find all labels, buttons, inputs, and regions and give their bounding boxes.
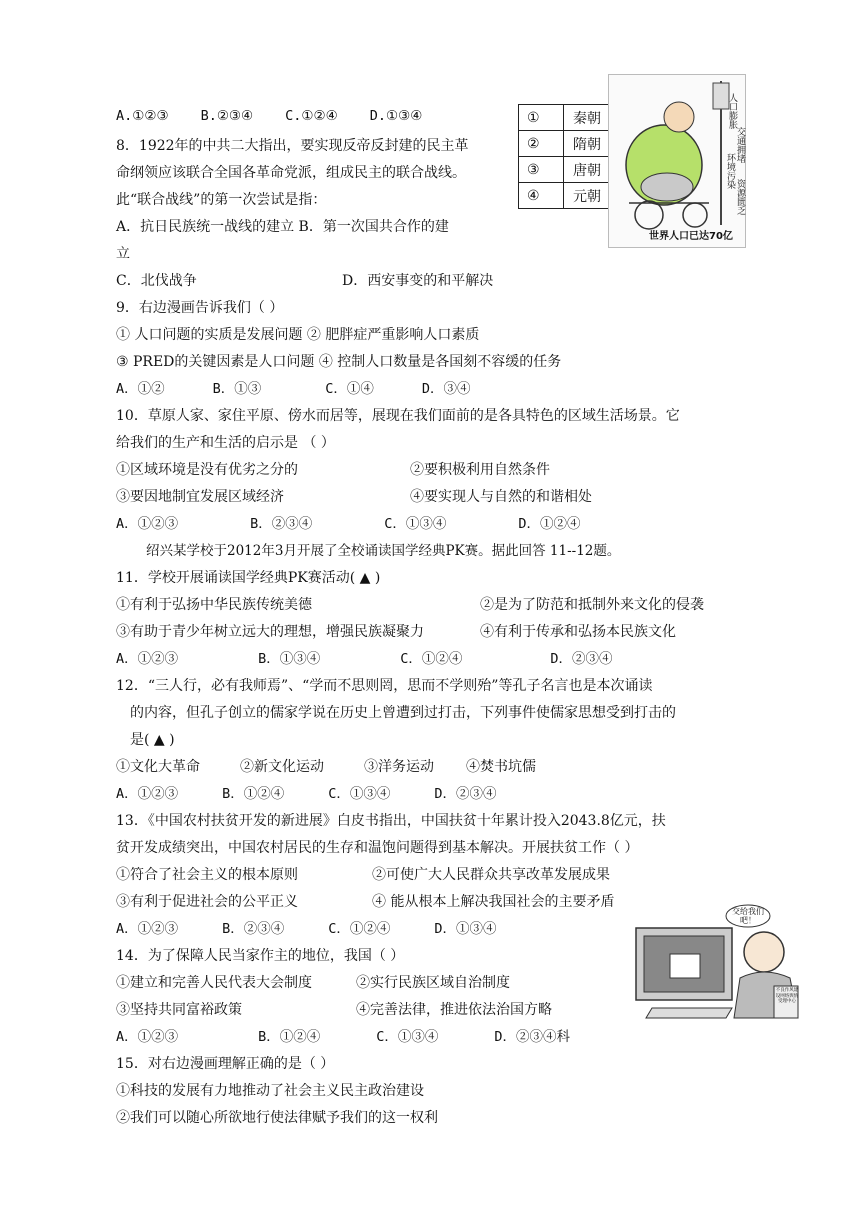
q9-option-a[interactable]: A．①② — [116, 381, 165, 397]
q12-statement: ③洋务运动 — [364, 759, 434, 775]
q11-option-c[interactable]: C．①②④ — [400, 651, 463, 667]
table-cell: 秦朝 — [564, 105, 611, 131]
online-report-cartoon — [630, 904, 804, 1022]
cartoon-label: 资源匮乏 — [735, 179, 745, 215]
q12-statement: ④焚书坑儒 — [466, 759, 536, 775]
q13-option-c[interactable]: C．①②④ — [328, 921, 391, 937]
q12-option-a[interactable]: A．①②③ — [116, 786, 179, 802]
q11-stem: 11．学校开展诵读国学经典PK赛活动( ▲ ) — [116, 570, 381, 586]
q10-stem-line: 给我们的生产和生活的启示是 （ ） — [116, 435, 335, 451]
q12-statement: ①文化大革命 — [116, 759, 200, 775]
q10-option-d[interactable]: D．①②④ — [518, 516, 581, 532]
q13-statement: ③有利于促进社会的公平正义 — [116, 894, 298, 910]
q11-options — [116, 649, 613, 669]
q7-option-a[interactable]: A.①②③ — [116, 108, 169, 124]
q8-option-c[interactable]: C．北伐战争 — [116, 273, 197, 289]
q14-option-c[interactable]: C．①③④ — [376, 1029, 439, 1045]
speech-bubble: 交给我们吧！ — [732, 907, 764, 925]
cartoon-caption: 世界人口已达70亿 — [649, 231, 733, 242]
q13-statement: ④ 能从根本上解决我国社会的主要矛盾 — [372, 894, 615, 910]
q12-stem-line: 的内容，但孔子创立的儒家学说在历史上曾遭到过打击，下列事件使儒家思想受到打击的 — [130, 705, 676, 721]
q12-stem-line: 12．“三人行，必有我师焉”、“学而不思则罔，思而不学则殆”等孔子名言也是本次诵读 — [116, 678, 653, 694]
table-row — [519, 157, 611, 183]
q10-option-a[interactable]: A．①②③ — [116, 516, 179, 532]
table-cell: 隋朝 — [564, 131, 611, 157]
q11-option-a[interactable]: A．①②③ — [116, 651, 179, 667]
q11-statement: ①有利于弘扬中华民族传统美德 — [116, 597, 312, 613]
q9-option-d[interactable]: D．③④ — [421, 381, 471, 397]
q10-statement: ③要因地制宜发展区域经济 — [116, 489, 284, 505]
q10-statement: ②要积极利用自然条件 — [410, 462, 550, 478]
q11-option-b[interactable]: B．①③④ — [258, 651, 321, 667]
q13-option-b[interactable]: B．②③④ — [222, 921, 285, 937]
q10-stem-line: 10．草原人家、家住平原、傍水而居等，展现在我们面前的是各具特色的区域生活场景。它 — [116, 408, 680, 424]
q13-options — [116, 919, 497, 939]
population-cartoon — [608, 74, 746, 248]
q13-stem-line: 贫开发成绩突出，中国农村居民的生存和温饱问题得到基本解决。开展扶贫工作（ ） — [116, 840, 639, 856]
q9-stem: 9．右边漫画告诉我们（ ） — [116, 300, 284, 316]
table-row — [519, 105, 611, 131]
q8-option-b-cont: 立 — [116, 246, 130, 262]
q9-options — [116, 379, 471, 399]
q12-option-c[interactable]: C．①③④ — [328, 786, 391, 802]
table-cell: ① — [519, 105, 564, 131]
q14-stem: 14．为了保障人民当家作主的地位，我国（ ） — [116, 948, 405, 964]
q10-option-c[interactable]: C．①③④ — [384, 516, 447, 532]
q12-options — [116, 784, 497, 804]
q14-options — [116, 1027, 570, 1047]
table-cell: 唐朝 — [564, 157, 611, 183]
q11-option-d[interactable]: D．②③④ — [550, 651, 613, 667]
section-intro: 绍兴某学校于2012年3月开展了全校诵读国学经典PK赛。据此回答 11--12题。 — [146, 543, 621, 559]
q14-statement: ③坚持共同富裕政策 — [116, 1002, 242, 1018]
q9-option-c[interactable]: C．①④ — [325, 381, 374, 397]
q14-statement: ④完善法律，推进依法治国方略 — [356, 1002, 552, 1018]
q12-option-d[interactable]: D．②③④ — [434, 786, 497, 802]
q14-statement: ②实行民族区域自治制度 — [356, 975, 510, 991]
q13-statement: ②可使广大人民群众共享改革发展成果 — [372, 867, 610, 883]
cartoon-label: 人口膨胀 — [727, 93, 737, 129]
cartoon-label: 环境污染 — [725, 153, 735, 189]
table-cell: ② — [519, 131, 564, 157]
table-cell: ③ — [519, 157, 564, 183]
q8-option-d[interactable]: D．西安事变的和平解决 — [342, 273, 494, 289]
q9-statements: ③ PRED的关键因素是人口问题 ④ 控制人口数量是各国刻不容缓的任务 — [116, 354, 562, 370]
q15-statement: ①科技的发展有力地推动了社会主义民主政治建设 — [116, 1083, 424, 1099]
q10-options — [116, 514, 581, 534]
q10-statement: ①区域环境是没有优劣之分的 — [116, 462, 298, 478]
q11-statement: ②是为了防范和抵制外来文化的侵袭 — [480, 597, 704, 613]
table-cell: 元朝 — [564, 183, 611, 209]
q8-stem-line: 8．1922年的中共二大指出，要实现反帝反封建的民主革 — [116, 138, 469, 154]
q7-option-c[interactable]: C.①②④ — [285, 108, 338, 124]
q14-option-a[interactable]: A．①②③ — [116, 1029, 179, 1045]
q7-option-d[interactable]: D.①③④ — [369, 108, 423, 124]
q12-option-b[interactable]: B．①②④ — [222, 786, 285, 802]
center-sign: 不良作风建设网络舆情受理中心 — [775, 988, 799, 1004]
q14-option-b[interactable]: B．①②④ — [258, 1029, 321, 1045]
q14-option-d[interactable]: D．②③④科 — [494, 1029, 571, 1045]
q13-stem-line: 13．《中国农村扶贫开发的新进展》白皮书指出，中国扶贫十年累计投入2043.8亿元，扶 — [116, 813, 666, 829]
q13-statement: ①符合了社会主义的根本原则 — [116, 867, 298, 883]
q10-statement: ④要实现人与自然的和谐相处 — [410, 489, 592, 505]
q15-statement: ②我们可以随心所欲地行使法律赋予我们的这一权利 — [116, 1110, 438, 1126]
q7-option-b[interactable]: B.②③④ — [200, 108, 254, 124]
q14-statement: ①建立和完善人民代表大会制度 — [116, 975, 312, 991]
q8-stem-line: 命纲领应该联合全国各革命党派，组成民主的联合战线。 — [116, 165, 466, 181]
table-cell: ④ — [519, 183, 564, 209]
q8-stem-line: 此“联合战线”的第一次尝试是指： — [116, 192, 327, 208]
q7-options — [116, 106, 422, 126]
q13-option-d[interactable]: D．①③④ — [434, 921, 497, 937]
q12-statements — [116, 757, 536, 777]
q12-statement: ②新文化运动 — [240, 759, 324, 775]
q11-statement: ④有利于传承和弘扬本民族文化 — [480, 624, 676, 640]
table-row — [519, 183, 611, 209]
q10-option-b[interactable]: B．②③④ — [250, 516, 313, 532]
q8-options-ab[interactable]: A．抗日民族统一战线的建立 B．第一次国共合作的建 — [116, 219, 449, 235]
table-row — [519, 131, 611, 157]
q9-option-b[interactable]: B．①③ — [212, 381, 262, 397]
q13-option-a[interactable]: A．①②③ — [116, 921, 179, 937]
dynasty-table — [518, 104, 611, 209]
cartoon-label: 交通拥堵 — [735, 127, 745, 163]
q11-statement: ③有助于青少年树立远大的理想，增强民族凝聚力 — [116, 624, 424, 640]
q9-statements: ① 人口问题的实质是发展问题 ② 肥胖症严重影响人口素质 — [116, 327, 480, 343]
q12-stem-line: 是( ▲ ) — [130, 732, 175, 748]
q15-stem: 15．对右边漫画理解正确的是（ ） — [116, 1056, 335, 1072]
